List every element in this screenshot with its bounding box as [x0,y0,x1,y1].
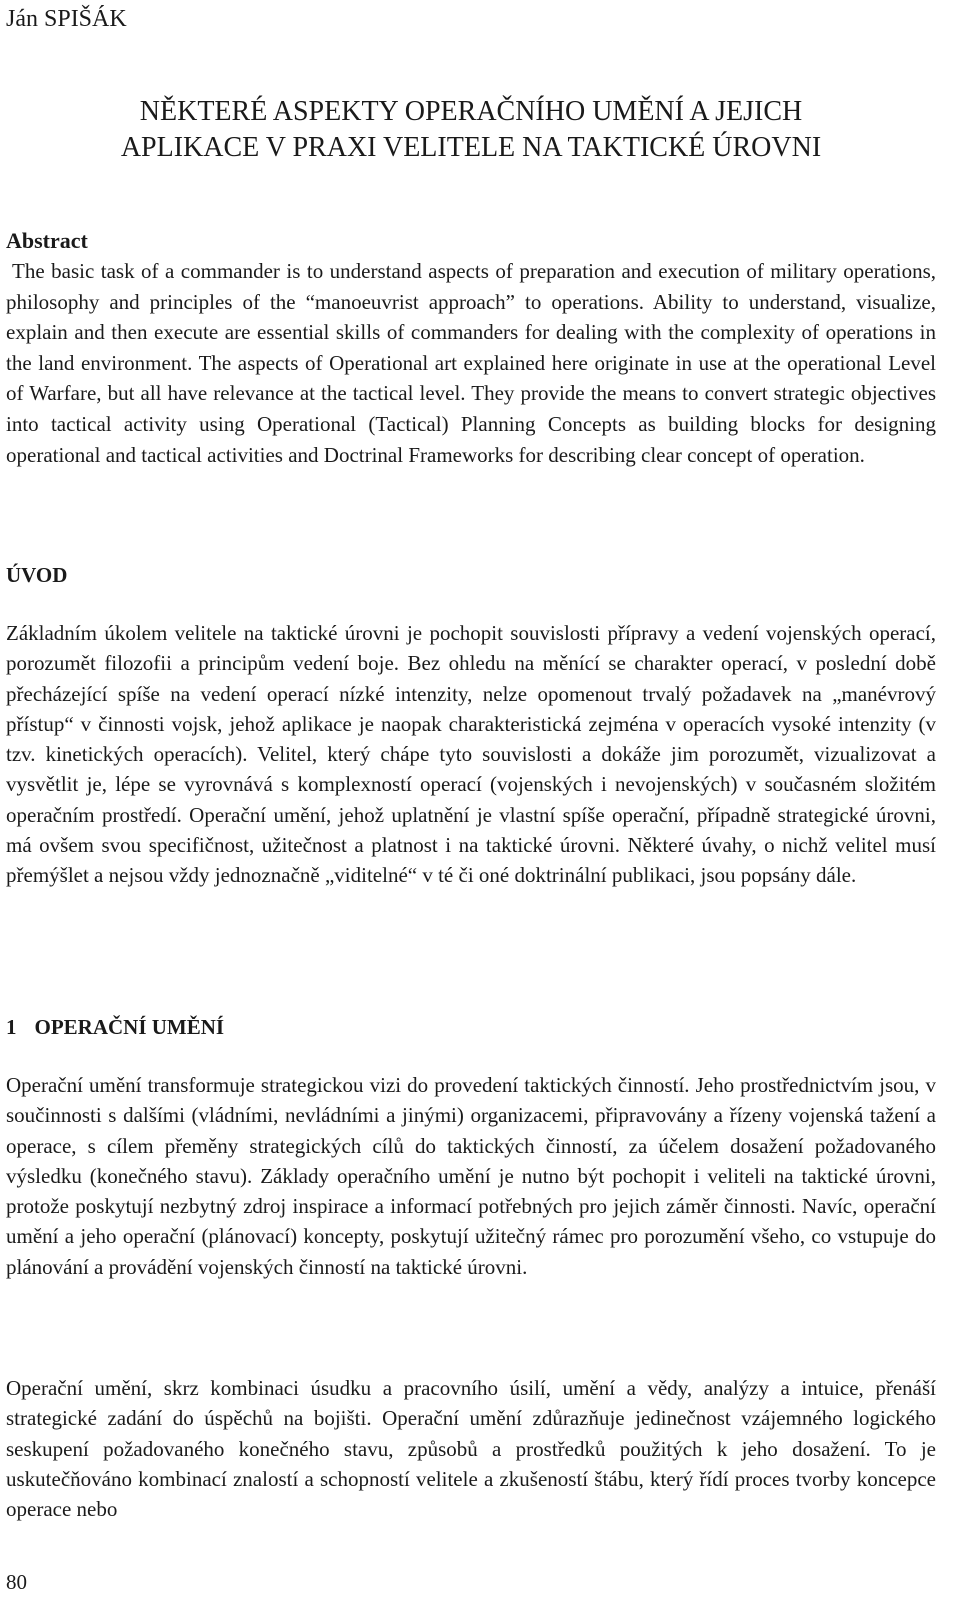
paper-title [6,94,936,166]
page-number: 80 [6,1570,27,1594]
abstract-heading: Abstract [6,228,88,253]
section-1-title: OPERAČNÍ UMĚNÍ [34,1015,225,1039]
paper-title-line-2: APLIKACE V PRAXI VELITELE NA TAKTICKÉ ÚROVNI [120,132,822,163]
document-page [6,0,936,1606]
running-head-author: Ján SPIŠÁK [6,6,127,32]
abstract-section [6,226,936,470]
paper-title-line-1: NĚKTERÉ ASPEKTY OPERAČNÍHO UMĚNÍ A JEJICH [139,96,803,127]
abstract-text: The basic task of a commander is to understand aspects of preparation and execution of military operations, philosophy and principles of the “manoeuvrist approach” to operations. Ability to understand, visualize, explain and then execute are essential skills of commanders for dealing with the complexity of operations in the land environment. The aspects of Operational art explained here originate in use at the operational Level of Warfare, but all have relevance at the tactical level. They provide the means to convert strategic objectives into tactical activity using Operational (Tactical) Planning Concepts as building blocks for designing operational and tactical activities and Doctrinal Frameworks for describing clear concept of operation. [6,259,936,467]
section-1-paragraph-2: Operační umění, skrz kombinaci úsudku a pracovního úsilí, umění a vědy, analýzy a intuice, přenáší strategické zadání do úspěchů na bojišti. Operační umění zdůrazňuje jedinečnost vzájemného logického seskupení požadovaného konečného stavu, způsobů a prostředků použitých k jeho dosažení. To je uskutečňováno kombinací znalostí a schopností velitele a zkušeností štábu, který řídí proces tvorby koncepce operace nebo [6,1376,936,1522]
section-1-number: 1 [6,1015,17,1039]
section-1-heading [6,1012,224,1042]
intro-paragraph: Základním úkolem velitele na taktické úrovni je pochopit souvislosti přípravy a vedení vojenských operací, porozumět filozofii a principům vedení boje. Bez ohledu na měnící se charakter operací, v poslední době přecházející spíše na vedení operací nízké intenzity, nelze opomenout trvalý požadavek na „manévrový přístup“ v činnosti vojsk, jehož aplikace je naopak charakteristická zejména v operacích vysoké intenzity (v tzv. kinetických operacích). Velitel, který chápe tyto souvislosti a dokáže jim porozumět, vizualizovat a vysvětlit je, lépe se vyrovnává s komplexností operací (vojenských i nevojenských) v současném složitém operačním prostředí. Operační umění, jehož uplatnění je vlastní spíše operační, případně strategické úrovni, má ovšem svou specifičnost, užitečnost a platnost i na taktické úrovni. Některé úvahy, o nichž velitel musí přemýšlet a nejsou vždy jednoznačně „viditelné“ v té či oné doktrinální publikaci, jsou popsány dále. [6,621,936,888]
section-1-paragraph-1: Operační umění transformuje strategickou vizi do provedení taktických činností. Jeho prostřednictvím jsou, v součinnosti s dalšími (vládními, nevládními a jinými) organizacemi, připravovány a řízeny vojenská tažení a operace, s cílem přeměny strategických cílů do taktických činností, za účelem dosažení požadovaného výsledku (konečného stavu). Základy operačního umění je nutno být pochopit i veliteli na taktické úrovni, protože poskytují nezbytný zdroj inspirace a informací potřebných pro jejich záměr činnosti. Navíc, operační umění a jeho operační (plánovací) koncepty, poskytují užitečný rámec pro porozumění všeho, co vstupuje do plánování a provádění vojenských činností na taktické úrovni. [6,1073,936,1279]
intro-heading: ÚVOD [6,563,68,587]
